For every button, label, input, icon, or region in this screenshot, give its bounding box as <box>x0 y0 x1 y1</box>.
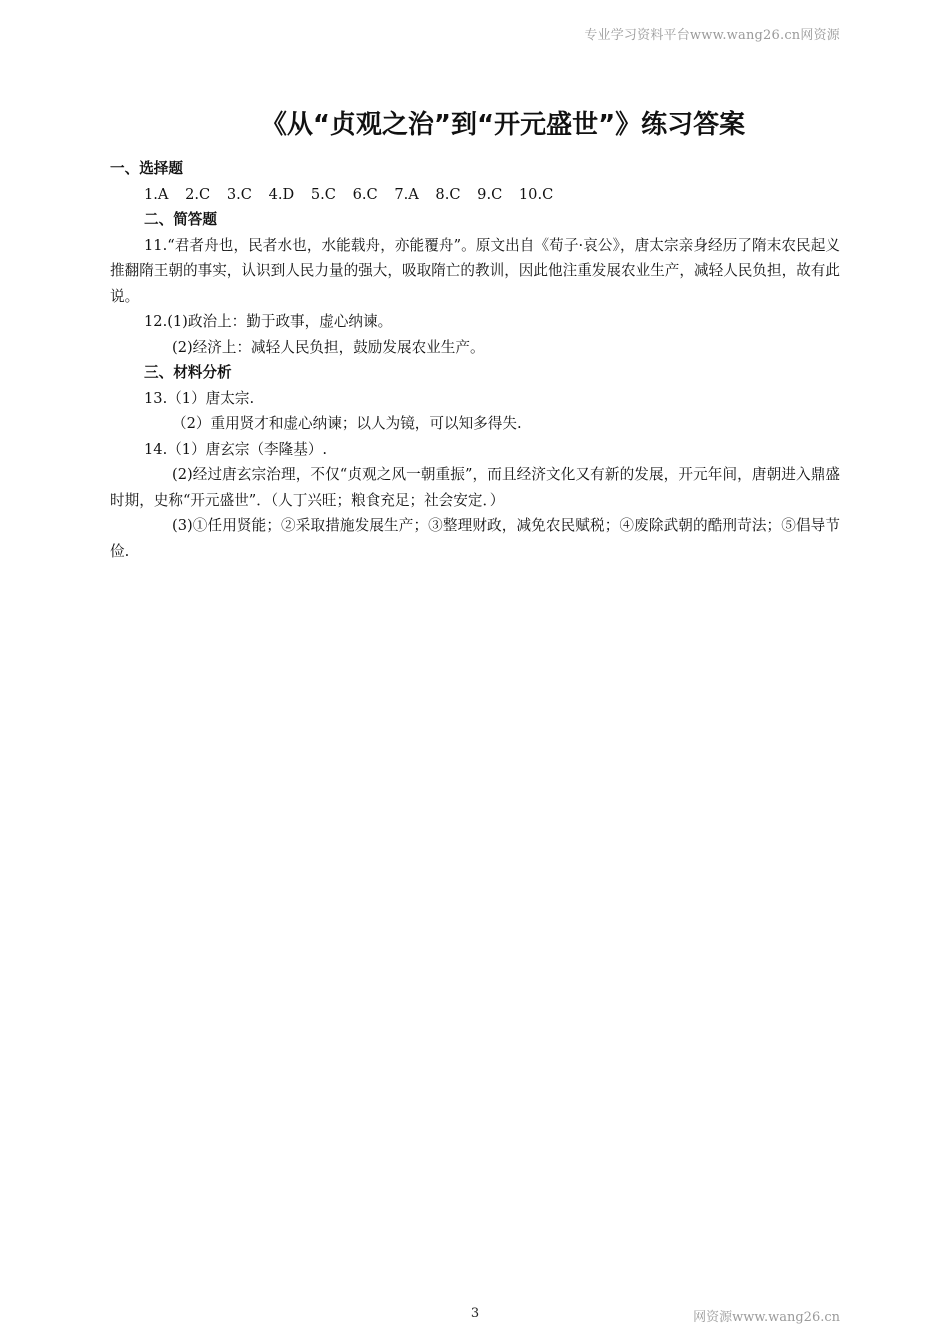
answer-q13-part1: 13.（1）唐太宗. <box>144 389 255 407</box>
choice-answer-list <box>110 182 840 208</box>
answer-q12-part1: 12.(1)政治上：勤于政事，虚心纳谏。 <box>144 313 393 330</box>
choice-answer: 4.D <box>268 185 295 203</box>
footer-watermark: 网资源www.wang26.cn <box>693 1310 840 1325</box>
document-title: 《从“贞观之治”到“开元盛世”》练习答案 <box>260 110 746 140</box>
choice-answer: 3.C <box>226 185 252 203</box>
answer-q11: 11.“君者舟也，民者水也，水能载舟，亦能覆舟”。原文出自《荀子·哀公》，唐太宗亲身经历了隋末农民起义推翻隋王朝的事实，认识到人民力量的强大，吸取隋亡的教训，因此他注重发展农业生产，减轻人民负担，故有此说。 <box>110 236 840 305</box>
answer-q14-part2: (2)经过唐玄宗治理，不仅“贞观之风一朝重振”，而且经济文化又有新的发展，开元年间，唐朝进入鼎盛时期，史称“开元盛世”．（人丁兴旺；粮食充足；社会安定．） <box>110 466 840 509</box>
choice-answer: 8.C <box>435 185 461 203</box>
answer-q14-part1: 14.（1）唐玄宗（李隆基）. <box>144 440 328 458</box>
choice-answer: 2.C <box>185 185 211 203</box>
choice-answer: 6.C <box>352 185 378 203</box>
choice-answer: 9.C <box>477 185 503 203</box>
answer-q13-part2: （2）重用贤才和虚心纳谏；以人为镜，可以知多得失. <box>172 415 522 432</box>
choice-section-heading: 一、选择题 <box>110 160 183 177</box>
choice-answer: 1.A <box>144 185 169 203</box>
choice-answer: 10.C <box>518 185 554 203</box>
answer-q12-part2: (2)经济上：减轻人民负担，鼓励发展农业生产。 <box>172 338 485 356</box>
page-number: 3 <box>470 1306 480 1321</box>
answer-content <box>110 156 840 564</box>
header-watermark: 专业学习资料平台www.wang26.cn网资源 <box>584 28 840 43</box>
choice-answer: 5.C <box>310 185 336 203</box>
choice-answer: 7.A <box>394 185 419 203</box>
material-section-heading: 三、材料分析 <box>144 364 232 381</box>
answer-q14-part3: (3)①任用贤能；②采取措施发展生产；③整理财政，减免农民赋税；④废除武朝的酷刑苛法；⑤倡导节俭. <box>110 517 840 560</box>
short-answer-section-heading: 二、简答题 <box>144 211 217 228</box>
